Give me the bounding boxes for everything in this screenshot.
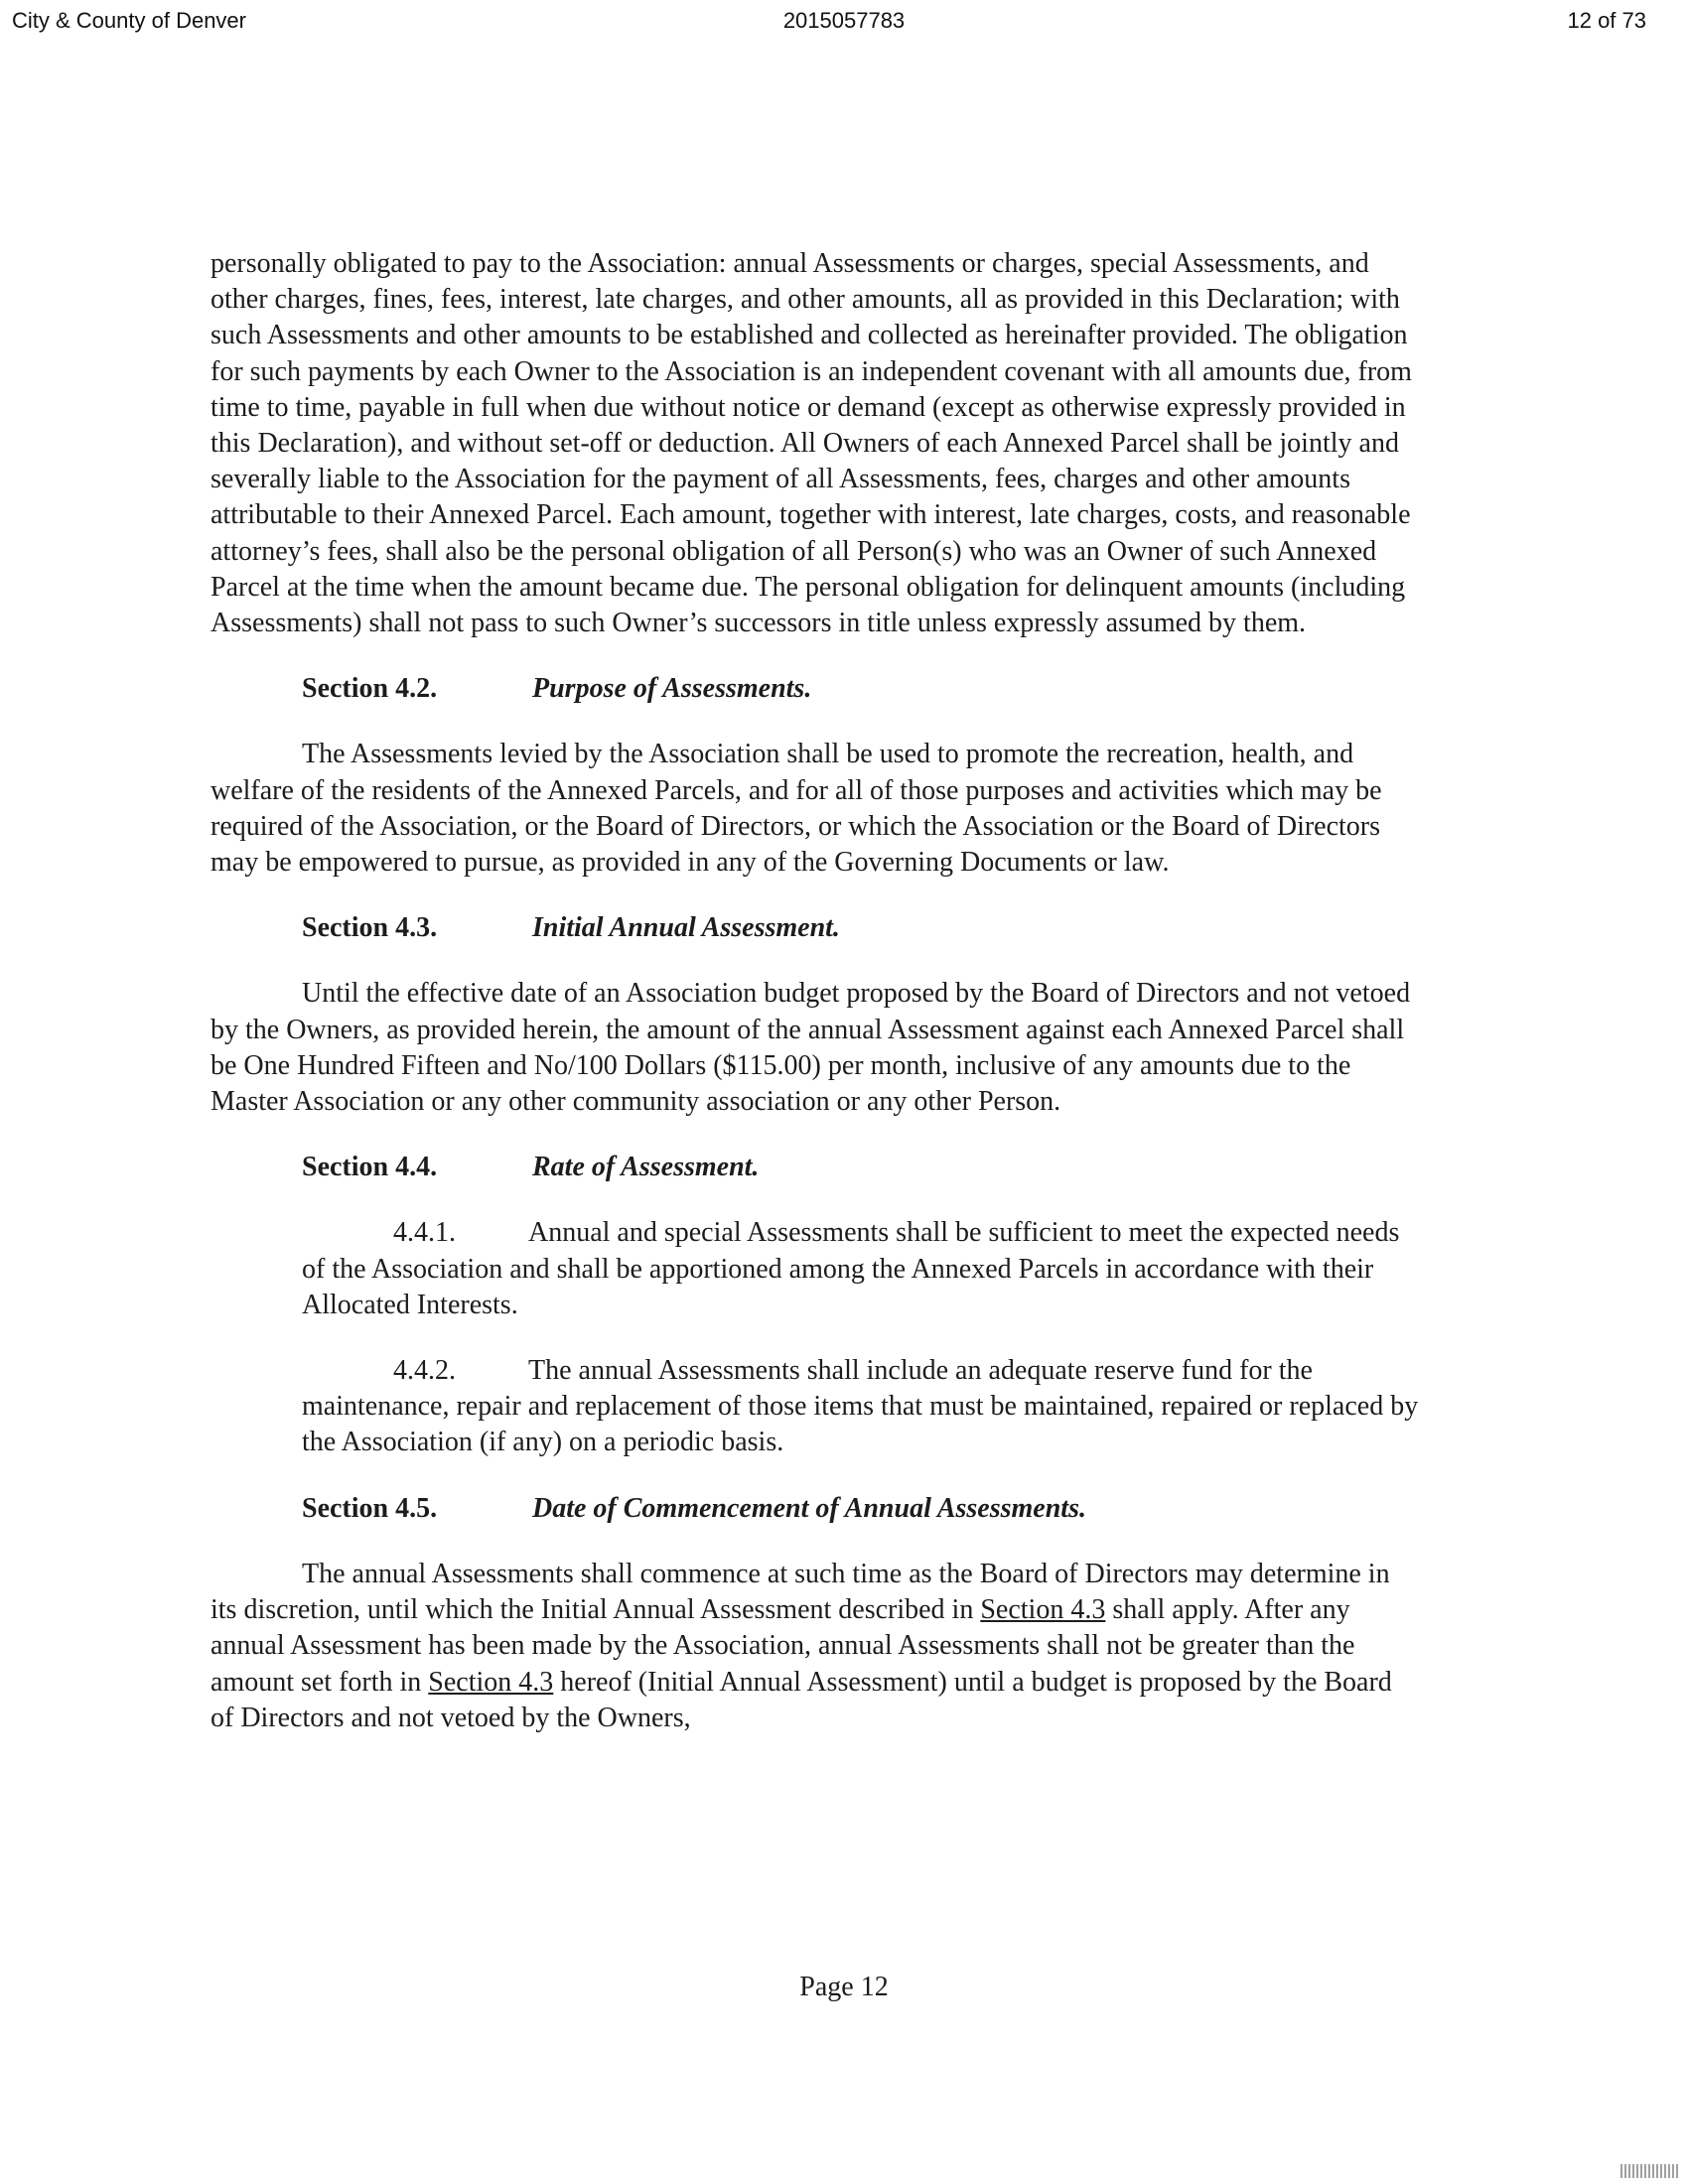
intro-paragraph: personally obligated to pay to the Association: annual Assessments or charges, special Assessments, and other charges, fines, fees, interest, late charges, and other amounts, all as provided in this Declaration; with such Assessments and other amounts to be established and collected as hereinafter provided. The obligation for such payments by each Owner to the Association is an independent covenant with all amounts due, from time to time, payable in full when due without notice or demand (except as otherwise expressly provided in this Declaration), and without set-off or deduction. All Owners of each Annexed Parcel shall be jointly and severally liable to the Association for the payment of all Assessments, fees, charges and other amounts attributable to their Annexed Parcel. Each amount, together with interest, late charges, costs, and reasonable attorney’s fees, shall also be the personal obligation of all Person(s) who was an Owner of such Annexed Parcel at the time when the amount became due. The personal obligation for delinquent amounts (including Assessments) shall not pass to such Owner’s successors in title unless expressly assumed by them. [211,248,1412,639]
section-4-3-reference: Section 4.3 [428,1666,554,1698]
section-4-3-body: Until the effective date of an Association budget proposed by the Board of Directors and not vetoed by the Owners, as provided herein, the amount of the annual Assessment against each Annexed Parcel shall be One Hundred Fifteen and No/100 Dollars ($115.00) per month, inclusive of any amounts due to the Master Association or any other community association or any other Person. [211,978,1411,1118]
section-title: Purpose of Assessments. [532,673,812,705]
section-4-2-heading [211,671,1422,707]
section-title: Initial Annual Assessment. [532,912,840,944]
scan-barcode-mark [1620,2164,1680,2178]
section-4-5-body [211,1557,1422,1736]
header-page-count: 12 of 73 [1567,8,1646,33]
subsection-number: 4.4.1. [393,1217,456,1249]
section-number: Section 4.4. [302,1152,438,1183]
section-title: Date of Commencement of Annual Assessments. [532,1492,1086,1524]
section-number: Section 4.2. [302,673,438,705]
subsection-4-4-2 [211,1353,1422,1461]
header-county: City & County of Denver [12,8,246,33]
section-number: Section 4.5. [302,1492,438,1524]
subsection-4-4-1 [211,1215,1422,1323]
subsection-number: 4.4.2. [393,1355,456,1387]
body-text: The annual Assessments shall commence at such time as the Board of Directors may determine in its discretion, until which the Initial Annual Assessment described in [211,1558,1390,1626]
section-title: Rate of Assessment. [532,1152,760,1183]
header-reception-number: 2015057783 [782,8,906,33]
section-4-3-heading [211,910,1422,946]
section-4-5-heading [211,1491,1422,1527]
body-text: shall apply. After any annual Assessment has been made by the Association, annual Assessments shall not be greater than the amount set forth in [211,1594,1355,1698]
subsection-text: The annual Assessments shall include an adequate reserve fund for the maintenance, repair and replacement of those items that must be maintained, repaired or replaced by the Association (if any) on a periodic basis. [302,1355,1419,1458]
section-4-2-body: The Assessments levied by the Association shall be used to promote the recreation, health, and welfare of the residents of the Annexed Parcels, and for all of those purposes and activities which may be required of the Association, or the Board of Directors, or which the Association or the Board of Directors may be empowered to pursue, as provided in any of the Governing Documents or law. [211,739,1382,879]
section-4-4-heading [211,1150,1422,1185]
document-body [211,246,1422,1766]
subsection-text: Annual and special Assessments shall be sufficient to meet the expected needs of the Association and shall be apportioned among the Annexed Parcels in accordance with their Allocated Interests. [302,1217,1400,1320]
body-text: hereof (Initial Annual Assessment) until a budget is proposed by the Board of Directors and not vetoed by the Owners, [211,1666,1392,1733]
page-footer: Page 12 [799,1972,889,2002]
section-number: Section 4.3. [302,912,438,944]
section-4-3-reference: Section 4.3 [980,1594,1106,1626]
